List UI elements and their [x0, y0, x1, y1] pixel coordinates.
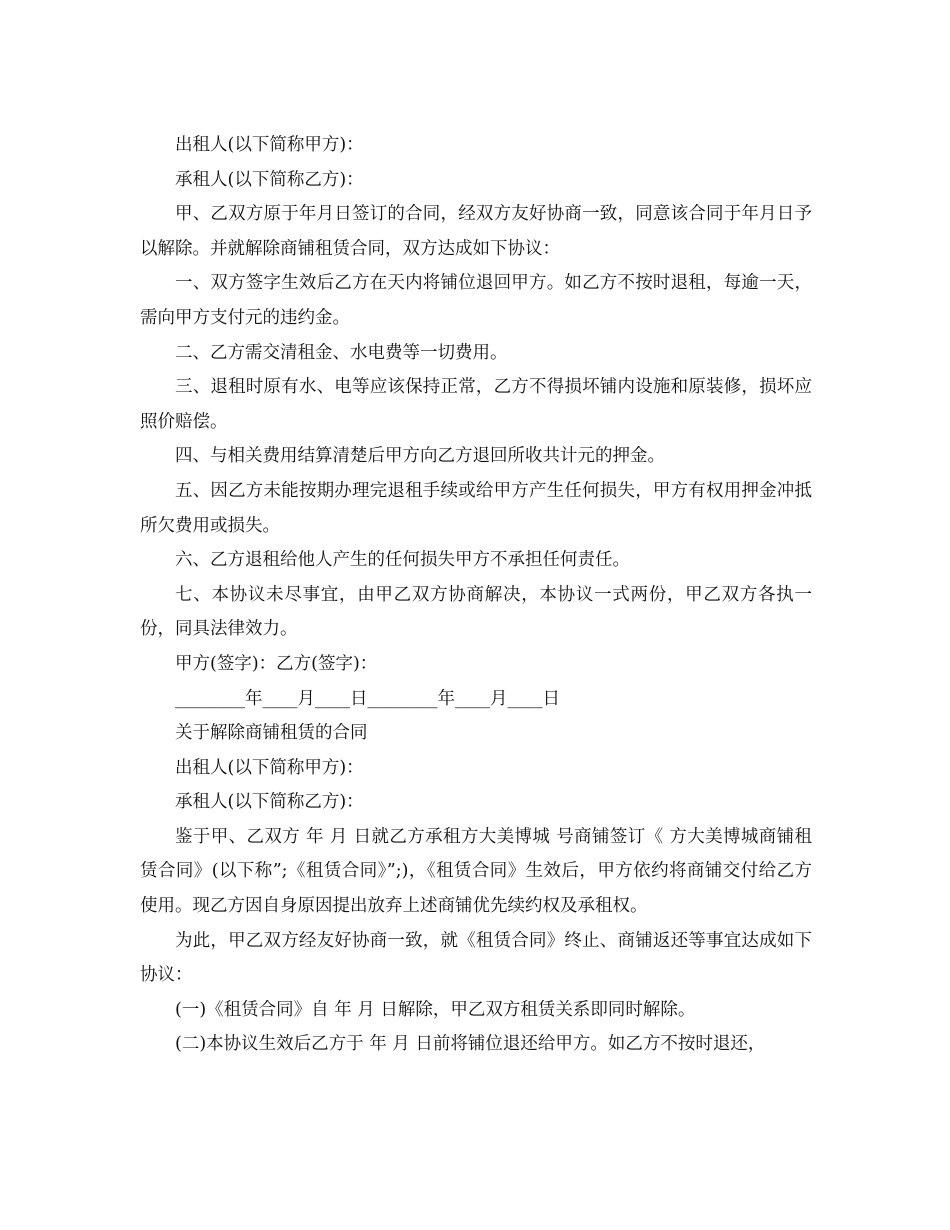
signature-line: 甲方(签字)：乙方(签字)： [175, 653, 378, 674]
clause-1: 一、双方签字生效后乙方在天内将铺位退回甲方。如乙方不按时退租，每逾一天，需向甲方支付元的违约金。 [140, 273, 812, 328]
clause-3: 三、退租时原有水、电等应该保持正常，乙方不得损坏铺内设施和原装修，损坏应照价赔偿。 [140, 377, 812, 432]
clause-7: 七、本协议未尽事宜，由甲乙双方协商解决，本协议一式两份，甲乙双方各执一份，同具法律效力。 [140, 584, 812, 640]
document-body [140, 128, 812, 1062]
clause-5: 五、因乙方未能按期办理完退租手续或给甲方产生任何损失，甲方有权用押金冲抵所欠费用或损失。 [140, 480, 812, 536]
lessor-line-2: 出租人(以下简称甲方)： [175, 757, 364, 778]
clause-2: 二、乙方需交清租金、水电费等一切费用。 [175, 342, 508, 363]
clause-4: 四、与相关费用结算清楚后甲方向乙方退回所收共计元的押金。 [175, 446, 665, 467]
lessee-line: 承租人(以下简称乙方)： [175, 169, 364, 190]
whereas-paragraph: 鉴于甲、乙双方 年 月 日就乙方承租方大美博城 号商铺签订《 方大美博城商铺租赁合同》(以下称”;《租赁合同》”;)，《租赁合同》生效后，甲方依约将商铺交付给乙方使用。现乙方因自身原因提出放弃上述商铺优先续约权及承租权。 [140, 826, 812, 917]
agreement-intro: 为此，甲乙双方经友好协商一致，就《租赁合同》终止、商铺返还等事宜达成如下协议： [140, 930, 812, 986]
clause-6: 六、乙方退租给他人产生的任何损失甲方不承担任何责任。 [175, 550, 630, 571]
section-title: 关于解除商铺租赁的合同 [175, 723, 368, 744]
preamble-paragraph: 甲、乙双方原于年月日签订的合同，经双方友好协商一致，同意该合同于年月日予以解除。并就解除商铺租赁合同，双方达成如下协议： [140, 204, 812, 259]
article-2: (二)本协议生效后乙方于 年 月 日前将铺位退还给甲方。如乙方不按时退还， [175, 1034, 766, 1055]
lessee-line-2: 承租人(以下简称乙方)： [175, 792, 364, 813]
article-1: (一)《租赁合同》自 年 月 日解除，甲乙双方租赁关系即同时解除。 [175, 999, 696, 1020]
date-line: ________年____月____日________年____月____日 [175, 688, 560, 709]
lessor-line: 出租人(以下简称甲方)： [175, 135, 364, 155]
